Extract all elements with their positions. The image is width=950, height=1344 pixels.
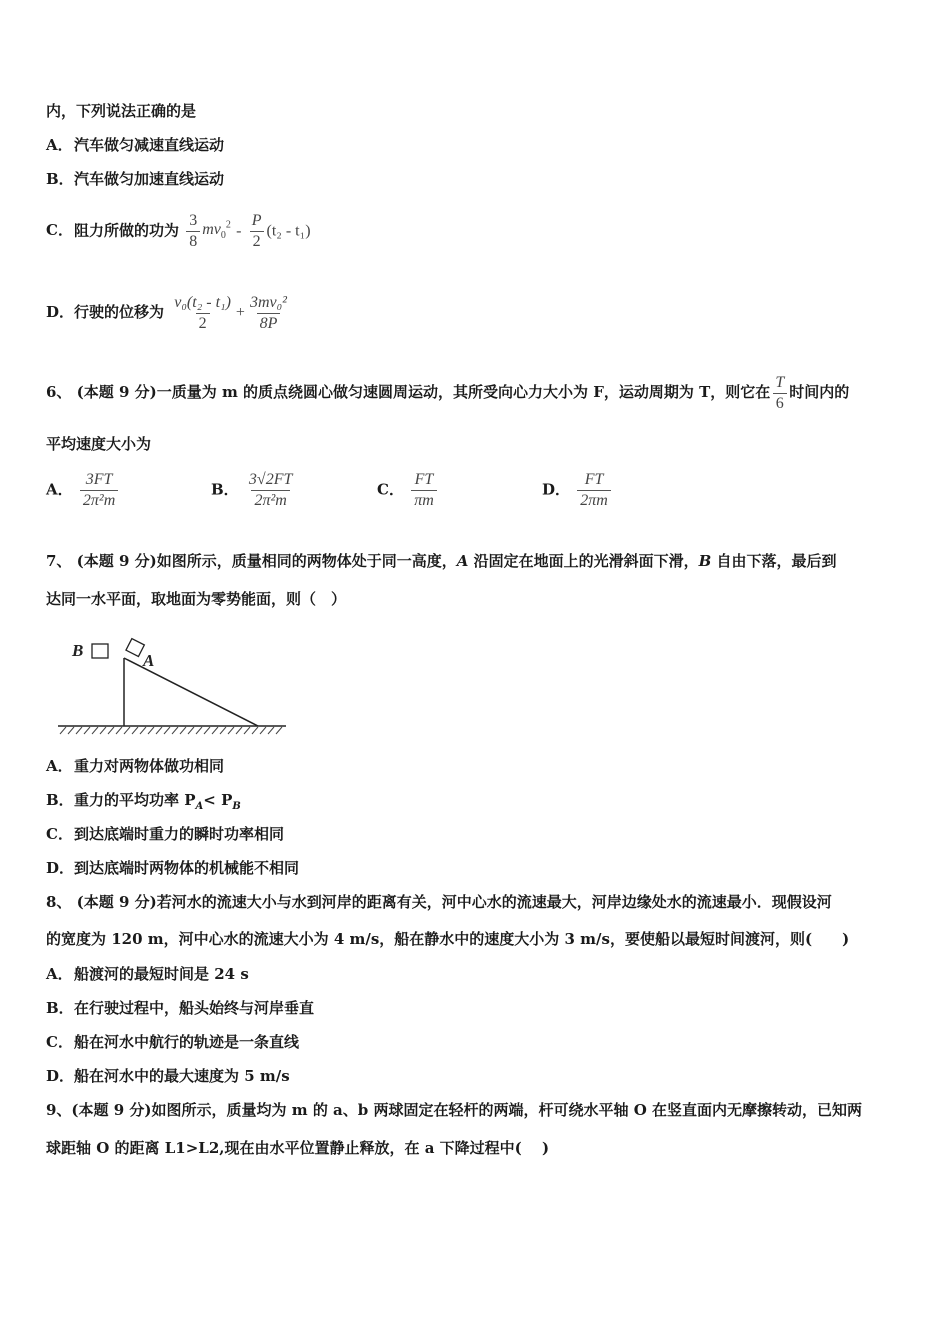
plus-sign: + — [235, 304, 245, 321]
option-label: D． — [46, 1067, 75, 1085]
q5-stem-tail: 内，下列说法正确的是 — [46, 102, 197, 120]
option-text: 船渡河的最短时间是 24 s — [74, 965, 249, 983]
q5-option-b[interactable] — [46, 169, 224, 189]
q6-option-a[interactable] — [46, 470, 120, 511]
option-label: C． — [46, 1033, 73, 1051]
q8-option-b[interactable] — [46, 998, 314, 1018]
option-label: A． — [46, 757, 73, 775]
option-label: C． — [377, 480, 404, 499]
q7-option-b[interactable]: B．重力的平均功率 $P_A< P_B$ — [46, 791, 241, 812]
q7-stem-line1: 7、 (本题 9 分)如图所示，质量相同的两物体处于同一高度，A 沿固定在地面上的光滑斜面下滑，B 自由下落，最后到 — [46, 552, 837, 570]
q5-option-c[interactable] — [46, 206, 311, 257]
option-label: A． — [46, 136, 73, 154]
fraction: $\frac{\text{3mv₀²}}{8P}$ — [249, 293, 287, 332]
q6-option-c[interactable] — [377, 470, 439, 511]
q7-stem-line2: 达同一水平面，取地面为零势能面，则（ ） — [46, 590, 347, 608]
option-label: C． — [46, 221, 73, 240]
option-text: 船在河水中的最大速度为 5 m/s — [74, 1067, 290, 1085]
option-text: 汽车做匀减速直线运动 — [74, 136, 225, 154]
q9-stem-line1: 9、(本题 9 分)如图所示，质量均为 m 的 a、b 两球固定在轻杆的两端，杆可绕水平轴 O 在竖直面内无摩擦转动，已知两 — [46, 1101, 862, 1119]
block-b — [92, 644, 108, 658]
q7-option-d[interactable] — [46, 858, 299, 878]
minus-sign: - — [236, 222, 242, 240]
q8-option-d[interactable] — [46, 1066, 290, 1086]
option-label: B． — [46, 170, 74, 188]
option-label: A． — [46, 965, 73, 983]
option-label: D． — [542, 480, 571, 499]
option-label: B． — [211, 480, 239, 499]
option-text: 在行驶过程中，船头始终与河岸垂直 — [74, 999, 315, 1017]
q7-option-c[interactable] — [46, 824, 284, 844]
block-a — [126, 639, 144, 657]
label-a: A — [143, 651, 155, 670]
fraction: $\frac{3FT}{\text{2π²m}}$ — [80, 470, 118, 511]
option-text: 汽车做匀加速直线运动 — [74, 170, 225, 188]
option-label: D． — [46, 303, 75, 321]
option-text: 重力对两物体做功相同 — [74, 757, 225, 775]
fraction: $\frac{FT}{2\pi m}$ — [577, 470, 611, 511]
fraction: $\frac{P}{2}$ — [249, 211, 265, 252]
q8-stem-line1: 8、 (本题 9 分)若河水的流速大小与水到河岸的距离有关，河中心水的流速最大，河岸边缘处水的流速最小．现假设河 — [46, 893, 832, 911]
q6-option-d[interactable] — [542, 470, 613, 511]
option-label: B． — [46, 999, 74, 1017]
q5-option-d[interactable] — [46, 290, 292, 335]
option-label: C． — [46, 825, 73, 843]
q6-stem-line2: 平均速度大小为 — [46, 435, 152, 453]
q7-option-a[interactable] — [46, 756, 224, 776]
fraction: $\frac{FT}{\pi m}$ — [411, 470, 437, 511]
q6-stem-line1: 6、 (本题 9 分)一质量为 m 的质点绕圆心做匀速圆周运动，其所受向心力大小为 F，运动周期为 T，则它在 $\frac{T}{6}$ 时间内的 — [46, 373, 850, 412]
fraction: $\frac{3√2FT}{\text{2π²m}}$ — [248, 471, 293, 509]
incline-figure — [54, 636, 294, 750]
option-label: B． — [46, 791, 74, 809]
option-label: D． — [46, 859, 75, 877]
incline-diagram — [54, 636, 294, 746]
option-text: 到达底端时两物体的机械能不相同 — [74, 859, 300, 877]
option-text: 重力的平均功率 P — [74, 791, 196, 809]
q8-option-a[interactable] — [46, 964, 249, 984]
option-text: 行驶的位移为 — [74, 303, 165, 321]
q8-option-c[interactable] — [46, 1032, 299, 1052]
math-term: (t₂ - t₁) — [266, 222, 311, 240]
label-b: B — [72, 641, 84, 660]
fraction: $\frac{3}{8}$ — [186, 211, 200, 252]
math-term: $mv_0^2$ — [202, 220, 231, 242]
q5-option-a[interactable] — [46, 135, 224, 155]
q6-option-b[interactable] — [211, 470, 297, 511]
option-text: 阻力所做的功为 — [74, 221, 180, 240]
fraction: $\frac{T}{6}$ — [772, 373, 787, 414]
q8-stem-line2: 的宽度为 120 m，河中心水的流速大小为 4 m/s，船在静水中的速度大小为 3 m/s，要使船以最短时间渡河，则( ) — [46, 930, 850, 948]
option-label: A． — [46, 480, 73, 499]
fraction: $\frac{\text{v₀(t₂ - t₁)}}{2}$ — [174, 293, 231, 332]
option-text: 到达底端时重力的瞬时功率相同 — [74, 825, 285, 843]
q9-stem-line2: 球距轴 O 的距离 L1>L2,现在由水平位置静止释放，在 a 下降过程中( ) — [46, 1139, 550, 1157]
option-text: 船在河水中航行的轨迹是一条直线 — [74, 1033, 300, 1051]
